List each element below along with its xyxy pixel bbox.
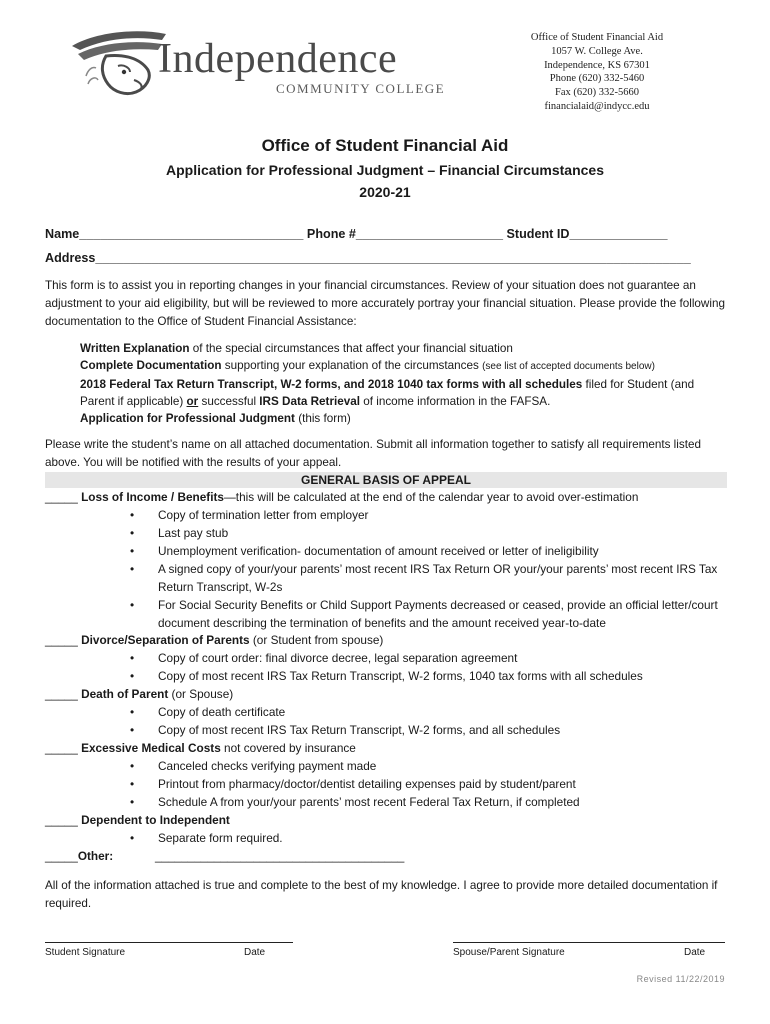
student-date-label: Date	[244, 947, 266, 958]
death-checkbox-blank[interactable]: _____	[45, 687, 78, 701]
list-item: • Copy of termination letter from employer	[130, 508, 369, 522]
list-item: • Separate form required.	[130, 831, 283, 845]
general-basis-heading: GENERAL BASIS OF APPEAL	[45, 472, 727, 488]
list-item: • Copy of most recent IRS Tax Return Transcript, W-2 forms, 1040 tax forms with all schedules	[130, 669, 643, 683]
college-logo	[66, 26, 486, 106]
requirement-written-explanation: Written Explanation of the special circumstances that affect your financial situation	[80, 342, 513, 355]
list-item: • Schedule A from your/your parents’ most recent Federal Tax Return, if completed	[130, 795, 580, 809]
loss-checkbox-blank[interactable]: _____	[45, 490, 78, 504]
list-item: • Unemployment verification- documentation of amount received or letter of ineligibility	[130, 544, 599, 558]
list-item: • A signed copy of your/your parents’ most recent IRS Tax Return OR your/your parents’ most recent IRS Tax Return Transcript, W-2s	[130, 562, 718, 594]
student-signature-line[interactable]	[45, 942, 293, 943]
certification-statement: All of the information attached is true and complete to the best of my knowledge. I agree to provide more detailed documentation if required.	[45, 879, 718, 910]
name-phone-id-field[interactable]: Name________________________________ Phone #_____________________ Student ID______________	[45, 227, 668, 241]
independent-checkbox-blank[interactable]: _____	[45, 813, 78, 827]
divorce-checkbox-blank[interactable]: _____	[45, 633, 78, 647]
contact-office: Office of Student Financial Aid	[530, 32, 664, 43]
other-row: _____Other:	[45, 849, 114, 863]
requirement-complete-documentation: Complete Documentation supporting your explanation of the circumstances (see list of accepted documents below)	[80, 359, 655, 373]
instructions-paragraph: Please write the student’s name on all attached documentation. Submit all information together to satisfy all requirements listed above. You will be notified with the results of your appeal.	[45, 438, 701, 469]
list-item: • Copy of most recent IRS Tax Return Transcript, W-2 forms, and all schedules	[130, 723, 561, 737]
revision-date: Revised 11/22/2019	[636, 974, 725, 984]
application-title: Application for Professional Judgment – Financial Circumstances	[166, 162, 604, 178]
address-field[interactable]: Address_____________________________________________________________________________________	[45, 251, 691, 265]
office-title: Office of Student Financial Aid	[261, 136, 509, 155]
intro-paragraph: This form is to assist you in reporting changes in your financial circumstances. Review of your situation does not guarantee an adjustment to your aid eligibility, but will be reviewed to more accurately portray your financial situation. Please provide the following documentation to the Office of Student Financial Assistance:	[45, 279, 725, 328]
logo-subtitle: COMMUNITY COLLEGE	[276, 81, 446, 96]
list-item: • Printout from pharmacy/doctor/dentist detailing expenses paid by student/parent	[130, 777, 576, 791]
contact-street: 1057 W. College Ave.	[551, 45, 643, 57]
other-description-field[interactable]: ______________________________________	[155, 849, 405, 863]
medical-row: _____ Excessive Medical Costs not covered by insurance	[45, 741, 356, 755]
list-item: • Copy of death certificate	[130, 705, 286, 719]
list-item: • Last pay stub	[130, 526, 229, 540]
contact-phone: Phone (620) 332-5460	[549, 73, 645, 85]
death-row: _____ Death of Parent (or Spouse)	[45, 687, 234, 701]
spouse-parent-date-label: Date	[684, 947, 706, 958]
logo-wordmark: Independence	[158, 36, 398, 82]
requirement-application-form: Application for Professional Judgment (this form)	[80, 412, 351, 426]
list-item: • Copy of court order: final divorce decree, legal separation agreement	[130, 651, 518, 665]
independent-row: _____ Dependent to Independent	[45, 813, 230, 827]
divorce-row: _____ Divorce/Separation of Parents (or Student from spouse)	[45, 633, 384, 647]
letterhead	[0, 0, 770, 130]
contact-city: Independence, KS 67301	[544, 59, 650, 71]
year-title: 2020-21	[359, 184, 411, 200]
requirement-tax-documents: 2018 Federal Tax Return Transcript, W-2 forms, and 2018 1040 tax forms with all schedules filed for Student (and Parent if applicable) or successful IRS Data Retrieval of income information in the FAFSA.	[80, 377, 695, 408]
medical-checkbox-blank[interactable]: _____	[45, 741, 78, 755]
requirements-list	[80, 340, 730, 427]
list-item: • Canceled checks verifying payment made	[130, 759, 377, 773]
title-block	[0, 134, 770, 203]
spouse-parent-signature-label: Spouse/Parent Signature	[453, 947, 565, 958]
spouse-parent-signature-line[interactable]	[453, 942, 725, 943]
contact-fax: Fax (620) 332-5660	[555, 87, 639, 99]
contact-block	[502, 31, 692, 114]
list-item: • For Social Security Benefits or Child Support Payments decreased or ceased, provide an official letter/court document describing the termination of benefits and the amount received year-to-date	[130, 598, 718, 630]
loss-of-income-row: _____ Loss of Income / Benefits—this will be calculated at the end of the calendar year to avoid over-estimation	[45, 490, 639, 504]
student-signature-label: Student Signature	[45, 947, 126, 958]
contact-email: financialaid@indycc.edu	[544, 100, 650, 112]
other-checkbox-blank[interactable]: _____	[45, 849, 78, 863]
